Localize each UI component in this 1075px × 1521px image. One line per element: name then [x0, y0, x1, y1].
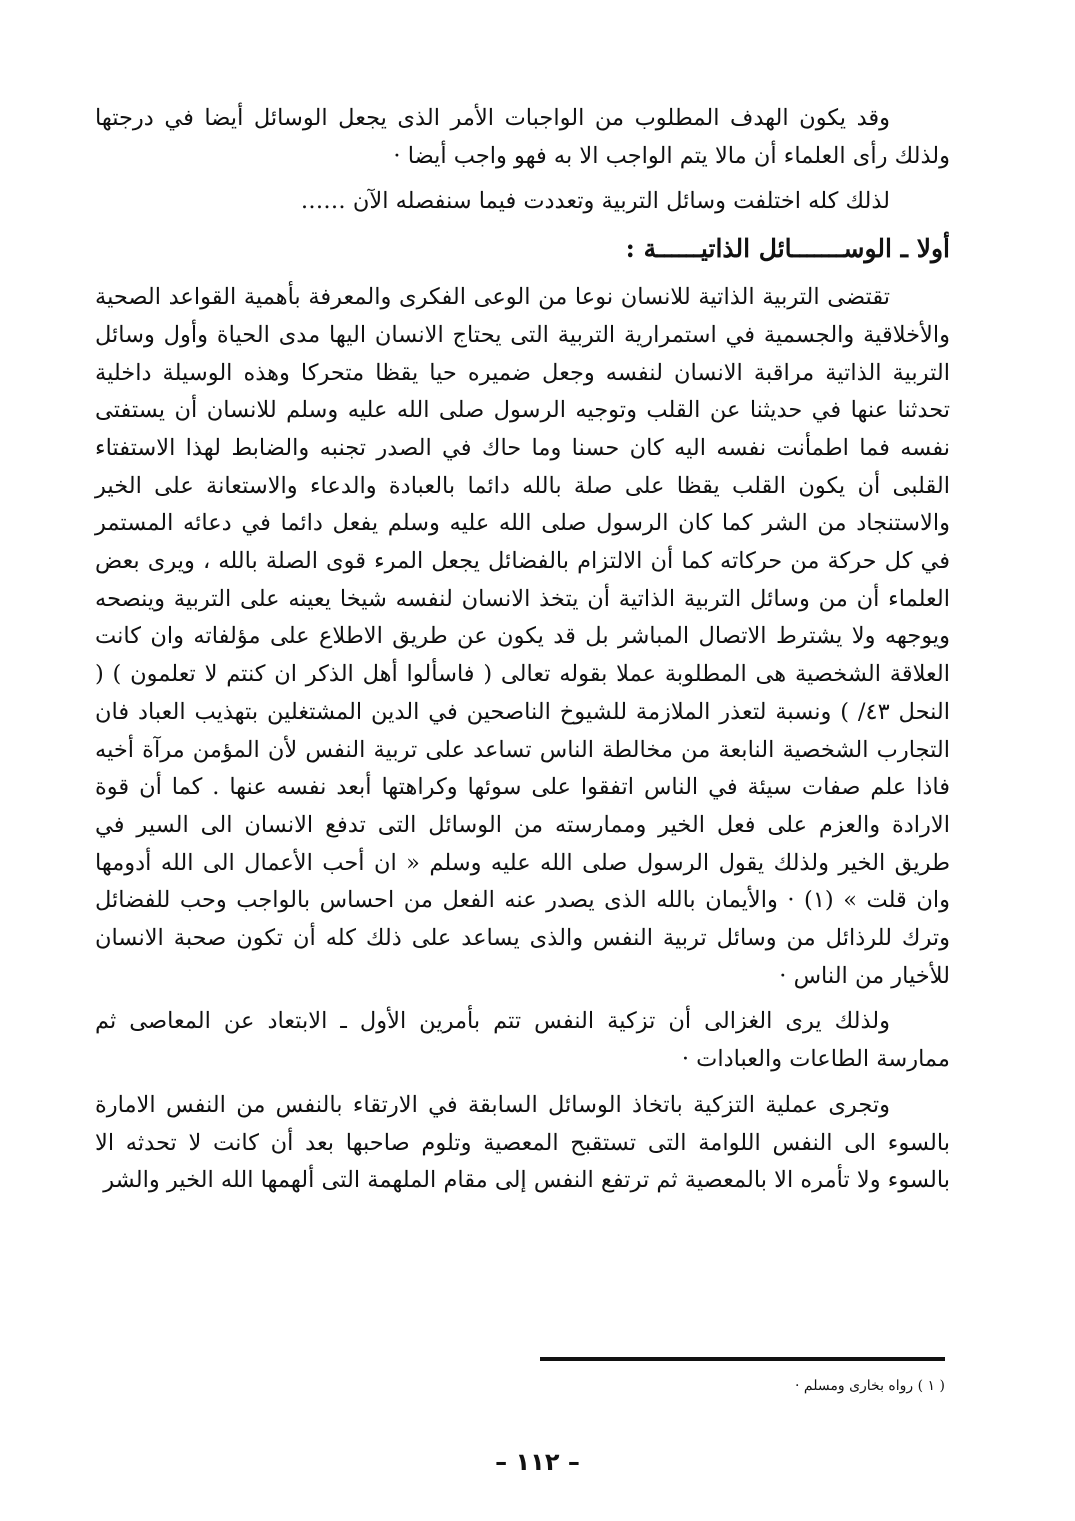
spacer — [95, 995, 950, 1003]
spacer — [95, 1079, 950, 1087]
paragraph-1: وقد يكون الهدف المطلوب من الواجبات الأمر الذى يجعل الوسائل أيضا في درجتها ولذلك رأى العلماء أن مالا يتم الواجب الا به فهو واجب أيضا · — [95, 105, 950, 169]
paragraph-5: وتجرى عملية التزكية باتخاذ الوسائل السابقة في الارتقاء بالنفس من النفس الامارة بالسوء الى النفس اللوامة التى تستقبح المعصية وتلوم صاحبها بعد أن كانت لا تحدثه الا بالسوء ولا تأمره الا بالمعصية ثم ترتفع النفس إلى مقام الملهمة التى ألهمها الله الخير والشر — [95, 1091, 950, 1194]
paragraph-3: تقتضى التربية الذاتية للانسان نوعا من الوعى الفكرى والمعرفة بأهمية القواعد الصحية والأخلاقية والجسمية في استمرارية التربية التى يحتاج الانسان اليها مدى الحياة وأول وسائل التربية الذاتية مراقبة الانسان لنفسه وجعل ضميره حيا يقظا متحركا وهذه الوسيلة داخلية تحدثنا عنها في حديثنا عن القلب وتوجيه الرسول صلى الله عليه وسلم للانسان أن يستفتى نفسه فما اطمأنت نفسه اليه كان حسنا وما حاك في الصدر تجنبه والضابط لهذا الاستفتاء القلبى أن يكون القلب يقظا على صلة بالله دائما بالعبادة والدعاء والاستعانة على الخير والاستنجاد من الشر كما كان الرسول صلى الله عليه وسلم يفعل دائما في دعائه المستمر في كل حركة من حركاته كما أن الالتزام بالفضائل يجعل المرء قوى الصلة بالله ، ويرى بعض العلماء أن من وسائل التربية الذاتية أن يتخذ الانسان لنفسه شيخا يعينه على التربية وينصحه ويوجهه ولا يشترط الاتصال المباشر بل قد يكون عن طريق الاطلاع على مؤلفاته وان كانت العلاقة الشخصية هى المطلوبة عملا بقوله تعالى ( فاسألوا أهل الذكر ان كنتم لا تعلمون ) ( النحل ٤٣/ ) ونسبة لتعذر الملازمة للشيوخ الناصحين في الدين المشتغلين بتهذيب العباد فان التجارب الشخصية النابعة من مخالطة الناس تساعد على تربية النفس لأن المؤمن مرآة أخيه فاذا علم صفات سيئة في الناس اتفقوا على سوئها وكراهتها أبعد نفسه عنها . كما أن قوة الارادة والعزم على فعل الخير وممارسته من الوسائل التى تدفع الانسان الى السير في طريق الخير ولذلك يقول الرسول صلى الله عليه وسلم « ان أحب الأعمال الى الله أدومها وان قلت » (١) · والأيمان بالله الذى يصدر عنه الفعل من احساس بالواجب وحب للفضائل وترك للرذائل من وسائل تربية النفس والذى يساعد على ذلك كله أن تكون صحبة الانسان للأخيار من الناس · — [95, 284, 950, 989]
page-number: – ١١٢ – — [495, 1448, 580, 1476]
footnote-divider — [540, 1357, 945, 1361]
paragraph-2: لذلك كله اختلفت وسائل التربية وتعددت فيما سنفصله الآن …… — [300, 188, 890, 215]
spacer — [95, 175, 950, 183]
section-heading: أولا ـ الوســـــــائل الذاتيــــــة : — [625, 234, 950, 264]
footnote: ( ١ ) رواه بخارى ومسلم · — [795, 1378, 945, 1394]
page-body — [95, 100, 950, 1200]
paragraph-4: ولذلك يرى الغزالى أن تزكية النفس تتم بأمرين الأول ـ الابتعاد عن المعاصى ثم ممارسة الطاعات والعبادات · — [95, 1008, 950, 1073]
